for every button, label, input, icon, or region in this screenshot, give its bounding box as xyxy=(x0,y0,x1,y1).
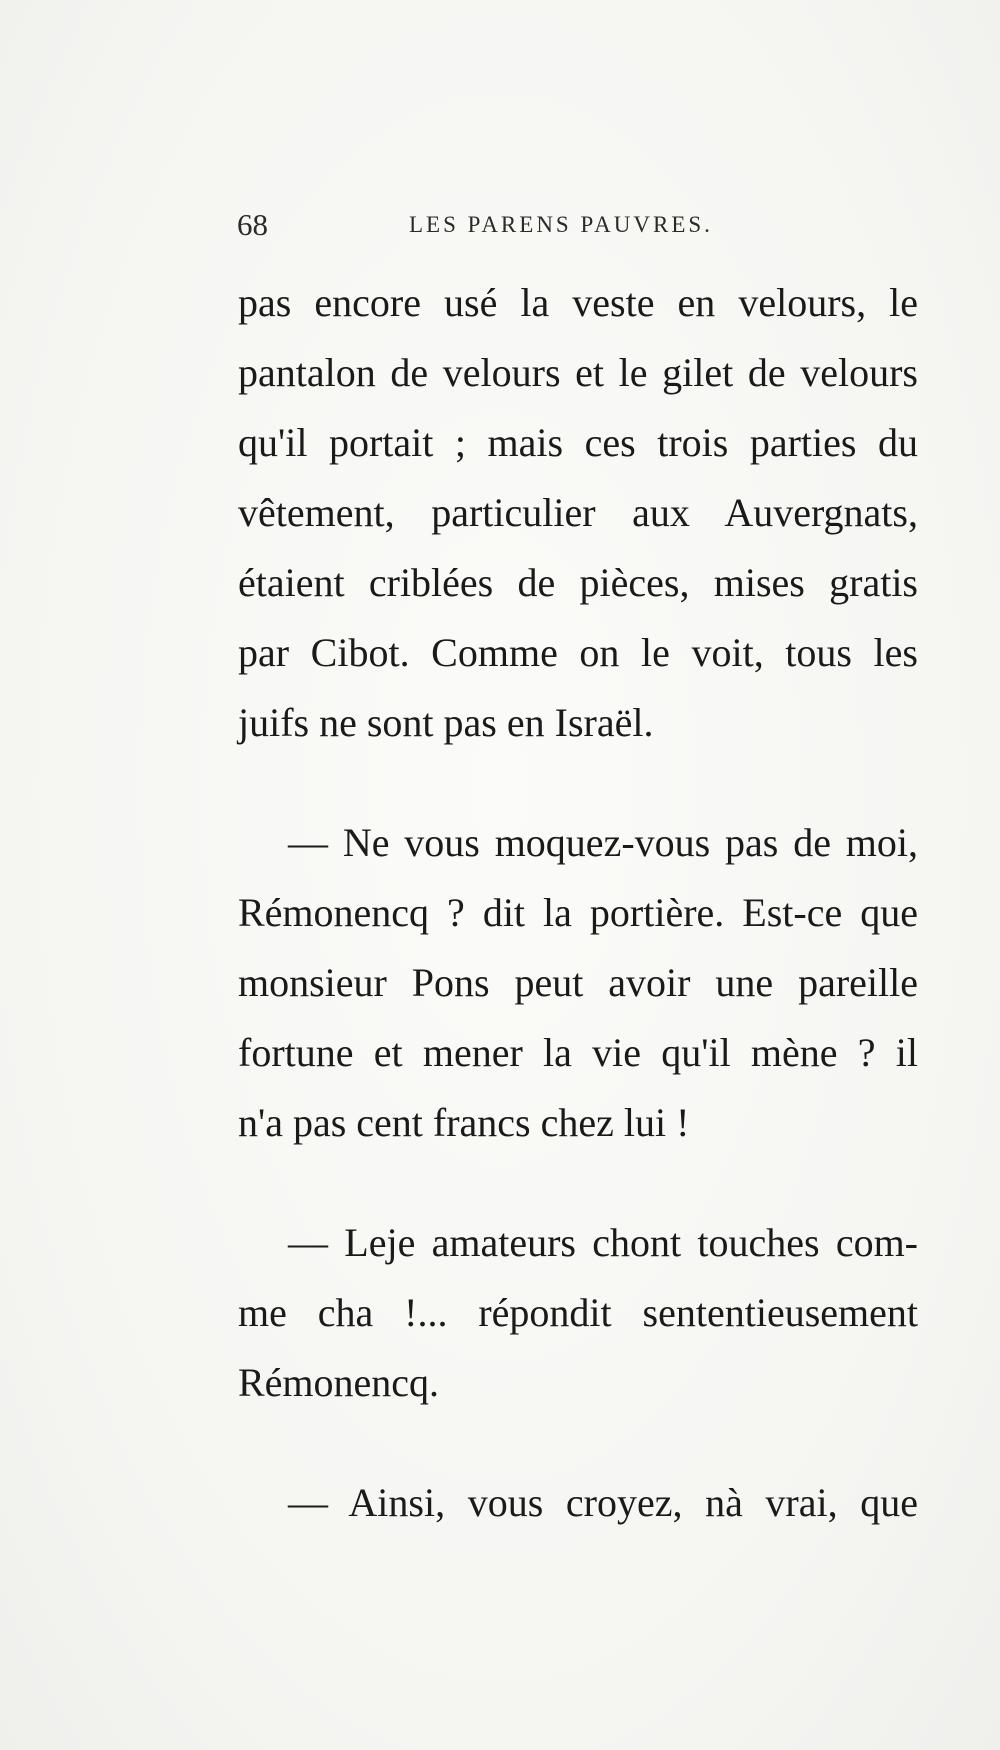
text-line: — Ainsi, vous croyez, nà vrai, que xyxy=(288,1480,918,1525)
text-line: qu'il portait ; mais ces trois parties du xyxy=(238,420,918,465)
text-line: pas encore usé la veste en velours, le xyxy=(238,280,918,325)
text-line: juifs ne sont pas en Israël. xyxy=(238,700,654,745)
paragraph xyxy=(238,1208,918,1418)
running-title: LES PARENS PAUVRES. xyxy=(409,212,713,237)
text-line: pantalon de velours et le gilet de velours xyxy=(238,350,918,395)
text-line: me cha !... répondit sententieusement xyxy=(238,1290,918,1335)
text-line: étaient criblées de pièces, mises gratis xyxy=(238,560,918,605)
text-line: monsieur Pons peut avoir une pareille xyxy=(238,960,918,1005)
paragraph xyxy=(238,268,918,758)
text-line: n'a pas cent francs chez lui ! xyxy=(238,1100,690,1145)
text-line: vêtement, particulier aux Auvergnats, xyxy=(238,490,918,535)
text-line: Rémonencq. xyxy=(238,1360,440,1405)
text-line: Rémonencq ? dit la portière. Est-ce que xyxy=(238,890,918,935)
paragraph xyxy=(238,808,918,1158)
paragraph xyxy=(238,1468,918,1538)
page-number: 68 xyxy=(237,207,268,242)
text-line: par Cibot. Comme on le voit, tous les xyxy=(238,630,918,675)
text-line: — Leje amateurs chont touches com- xyxy=(288,1220,918,1265)
text-line: — Ne vous moquez-vous pas de moi, xyxy=(288,820,918,865)
page-header xyxy=(237,200,927,250)
body-text xyxy=(238,268,918,1538)
text-line: fortune et mener la vie qu'il mène ? il xyxy=(238,1030,918,1075)
